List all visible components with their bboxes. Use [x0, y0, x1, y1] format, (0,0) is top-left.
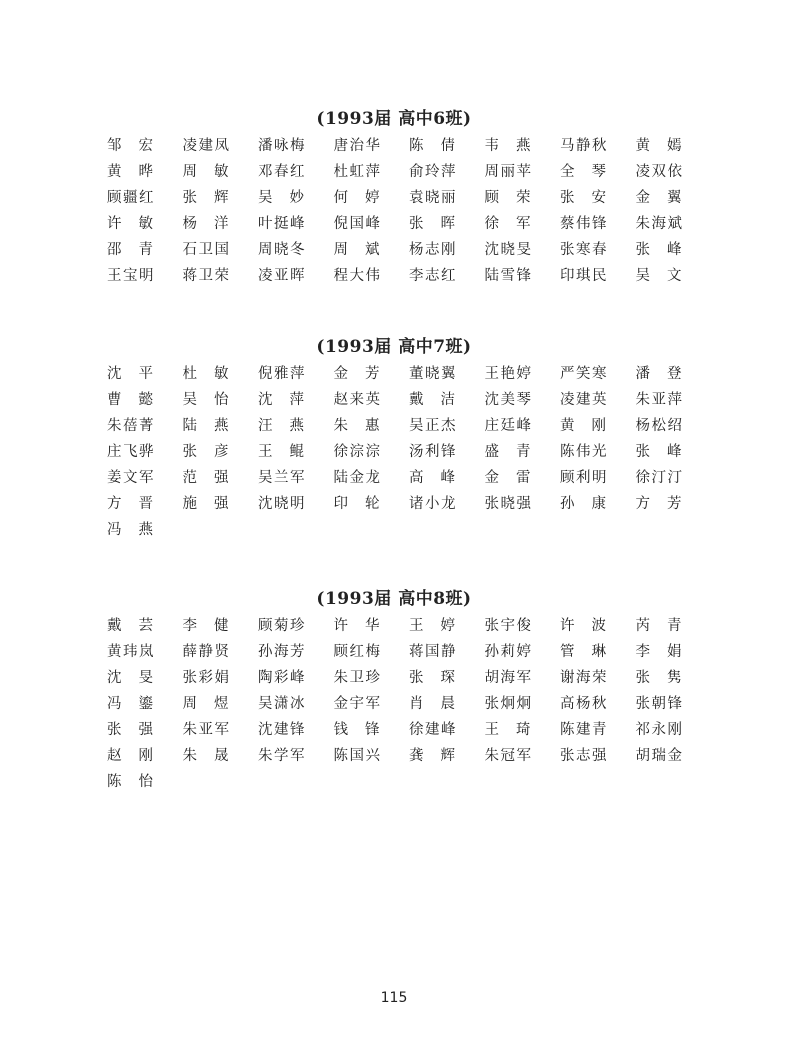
student-name: 黄玮岚	[107, 643, 155, 660]
student-name: 王 琦	[484, 721, 531, 738]
student-name: 朱卫珍	[333, 669, 382, 686]
student-name: 全 琴	[560, 163, 606, 180]
student-name: 方 晋	[107, 495, 153, 512]
student-name: 冯 鎏	[107, 695, 153, 712]
student-name: 许 敏	[107, 215, 153, 232]
student-name: 金 翼	[635, 189, 682, 206]
section-title: (1993届 高中8班)	[316, 589, 472, 609]
student-name: 严笑寒	[560, 365, 608, 382]
student-name: 潘 登	[635, 365, 682, 382]
student-name: 唐治华	[333, 137, 382, 154]
student-name: 吴正杰	[409, 417, 457, 434]
student-name: 潘咏梅	[258, 137, 306, 154]
student-name: 戴 芸	[107, 617, 153, 634]
student-name: 陈伟光	[560, 443, 608, 460]
student-name: 顾利明	[560, 469, 608, 486]
student-name: 凌亚晖	[258, 267, 306, 284]
student-name: 张寒春	[560, 241, 608, 258]
student-name: 张炯炯	[484, 695, 533, 712]
student-name: 金宇军	[333, 695, 382, 712]
student-name: 凌双依	[635, 163, 684, 180]
student-name: 肖 晨	[409, 695, 455, 712]
student-name: 薛静贤	[182, 643, 231, 660]
student-name: 王 鲲	[258, 443, 304, 460]
student-name: 陈 倩	[409, 137, 455, 154]
student-name: 杨松绍	[635, 417, 684, 434]
student-name: 汤利锋	[409, 443, 457, 460]
student-name: 顾 荣	[484, 189, 531, 206]
student-name: 杜 敏	[182, 365, 229, 382]
student-name: 顾疆红	[107, 189, 155, 206]
student-name: 诸小龙	[409, 495, 457, 512]
student-name: 张宇俊	[484, 617, 533, 634]
section-title: (1993届 高中7班)	[316, 337, 472, 357]
student-name: 张 辉	[182, 189, 229, 206]
student-name: 马静秋	[560, 137, 608, 154]
student-name: 朱 惠	[333, 417, 380, 434]
student-name: 冯 燕	[107, 521, 153, 538]
student-name: 李 娟	[635, 643, 682, 660]
student-name: 蒋卫荣	[182, 267, 231, 284]
student-name: 倪国峰	[333, 215, 382, 232]
student-name: 陈 怡	[107, 773, 153, 790]
student-name: 沈美琴	[484, 391, 533, 408]
student-name: 沈 萍	[258, 391, 304, 408]
student-name: 沈晓旻	[484, 241, 533, 258]
student-name: 邹 宏	[107, 137, 153, 154]
student-name: 孙莉婷	[484, 643, 533, 660]
student-name: 吴兰军	[258, 469, 306, 486]
student-name: 张 晖	[409, 215, 455, 232]
student-name: 董晓翼	[409, 365, 457, 382]
student-name: 周晓冬	[258, 241, 306, 258]
student-name: 韦 燕	[484, 137, 531, 154]
student-name: 石卫国	[182, 241, 231, 258]
student-name: 吴潇冰	[258, 695, 306, 712]
student-name: 蒋国静	[409, 643, 457, 660]
student-name: 顾菊珍	[258, 617, 306, 634]
student-name: 金 芳	[333, 365, 380, 382]
student-name: 王宝明	[107, 267, 155, 284]
student-name: 黄 晔	[107, 163, 153, 180]
student-name: 邓春红	[258, 163, 306, 180]
student-name: 陶彩峰	[258, 669, 306, 686]
student-name: 程大伟	[333, 267, 382, 284]
student-name: 李 健	[182, 617, 229, 634]
student-name: 周 斌	[333, 241, 380, 258]
student-name: 徐淙淙	[333, 443, 382, 460]
student-name: 凌建英	[560, 391, 608, 408]
student-name: 袁晓丽	[409, 189, 457, 206]
student-name: 徐 军	[484, 215, 531, 232]
student-name: 蔡伟锋	[560, 215, 608, 232]
student-name: 芮 青	[635, 617, 682, 634]
student-name: 许 波	[560, 617, 606, 634]
student-name: 凌建凤	[182, 137, 231, 154]
student-name: 倪雅萍	[258, 365, 306, 382]
student-name: 庄廷峰	[484, 417, 533, 434]
student-name: 吴 妙	[258, 189, 304, 206]
student-name: 孙 康	[560, 495, 606, 512]
student-name: 张 强	[107, 721, 153, 738]
student-name: 施 强	[182, 495, 229, 512]
student-name: 高杨秋	[560, 695, 608, 712]
student-name: 杨志刚	[409, 241, 457, 258]
student-name: 陆雪锋	[484, 267, 533, 284]
student-name: 徐汀汀	[635, 469, 684, 486]
student-name: 朱亚军	[182, 721, 231, 738]
student-name: 谢海荣	[560, 669, 608, 686]
student-name: 杜虹萍	[333, 163, 382, 180]
student-name: 俞玲萍	[409, 163, 457, 180]
student-name: 陈国兴	[333, 747, 382, 764]
student-name: 张朝锋	[635, 695, 684, 712]
student-name: 张 峰	[635, 241, 682, 258]
student-name: 庄飞骅	[107, 443, 155, 460]
student-name: 张晓强	[484, 495, 533, 512]
student-name: 王 婷	[409, 617, 455, 634]
student-name: 吴 怡	[182, 391, 229, 408]
student-name: 朱蓓菁	[107, 417, 155, 434]
student-name: 黄 刚	[560, 417, 606, 434]
student-name: 张 峰	[635, 443, 682, 460]
student-name: 李志红	[409, 267, 457, 284]
student-name: 张彩娟	[182, 669, 231, 686]
student-name: 金 雷	[484, 469, 531, 486]
student-name: 方 芳	[635, 495, 682, 512]
student-name: 高 峰	[409, 469, 455, 486]
student-name: 朱冠军	[484, 747, 533, 764]
student-name: 张 隽	[635, 669, 682, 686]
student-name: 王艳婷	[484, 365, 533, 382]
student-name: 赵来英	[333, 391, 382, 408]
student-name: 朱 晟	[182, 747, 229, 764]
student-name: 沈建锋	[258, 721, 306, 738]
student-name: 何 婷	[333, 189, 380, 206]
student-name: 胡瑞金	[635, 747, 684, 764]
student-name: 钱 锋	[333, 721, 380, 738]
student-name: 张 琛	[409, 669, 455, 686]
section-title: (1993届 高中6班)	[316, 109, 472, 129]
student-name: 朱亚萍	[635, 391, 684, 408]
student-name: 祁永刚	[635, 721, 684, 738]
student-name: 张 彦	[182, 443, 229, 460]
student-name: 黄 嫣	[635, 137, 682, 154]
student-name: 周 敏	[182, 163, 229, 180]
student-name: 徐建峰	[409, 721, 457, 738]
student-name: 吴 文	[635, 267, 682, 284]
student-name: 许 华	[333, 617, 380, 634]
student-name: 龚 辉	[409, 747, 455, 764]
student-name: 印 轮	[333, 495, 380, 512]
student-name: 张志强	[560, 747, 608, 764]
student-name: 叶挺峰	[258, 215, 306, 232]
student-name: 邵 青	[107, 241, 153, 258]
student-name: 赵 刚	[107, 747, 153, 764]
student-name: 陆 燕	[182, 417, 229, 434]
student-name: 孙海芳	[258, 643, 306, 660]
student-name: 顾红梅	[333, 643, 382, 660]
student-name: 盛 青	[484, 443, 531, 460]
student-name: 沈 平	[107, 365, 153, 382]
student-name: 朱海斌	[635, 215, 684, 232]
student-name: 杨 洋	[182, 215, 229, 232]
student-name: 周丽苹	[484, 163, 533, 180]
page-number: 115	[380, 990, 408, 1006]
student-name: 管 琳	[560, 643, 606, 660]
student-name: 汪 燕	[258, 417, 304, 434]
student-name: 印琪民	[560, 267, 608, 284]
student-name: 曹 懿	[107, 391, 153, 408]
student-name: 朱学军	[258, 747, 306, 764]
student-name: 周 煜	[182, 695, 229, 712]
student-name: 陈建青	[560, 721, 608, 738]
student-name: 范 强	[182, 469, 229, 486]
student-name: 陆金龙	[333, 469, 382, 486]
student-name: 姜文军	[107, 469, 155, 486]
student-name: 戴 洁	[409, 391, 455, 408]
student-name: 沈晓明	[258, 495, 306, 512]
student-name: 张 安	[560, 189, 606, 206]
student-name: 沈 旻	[107, 669, 153, 686]
student-name: 胡海军	[484, 669, 533, 686]
